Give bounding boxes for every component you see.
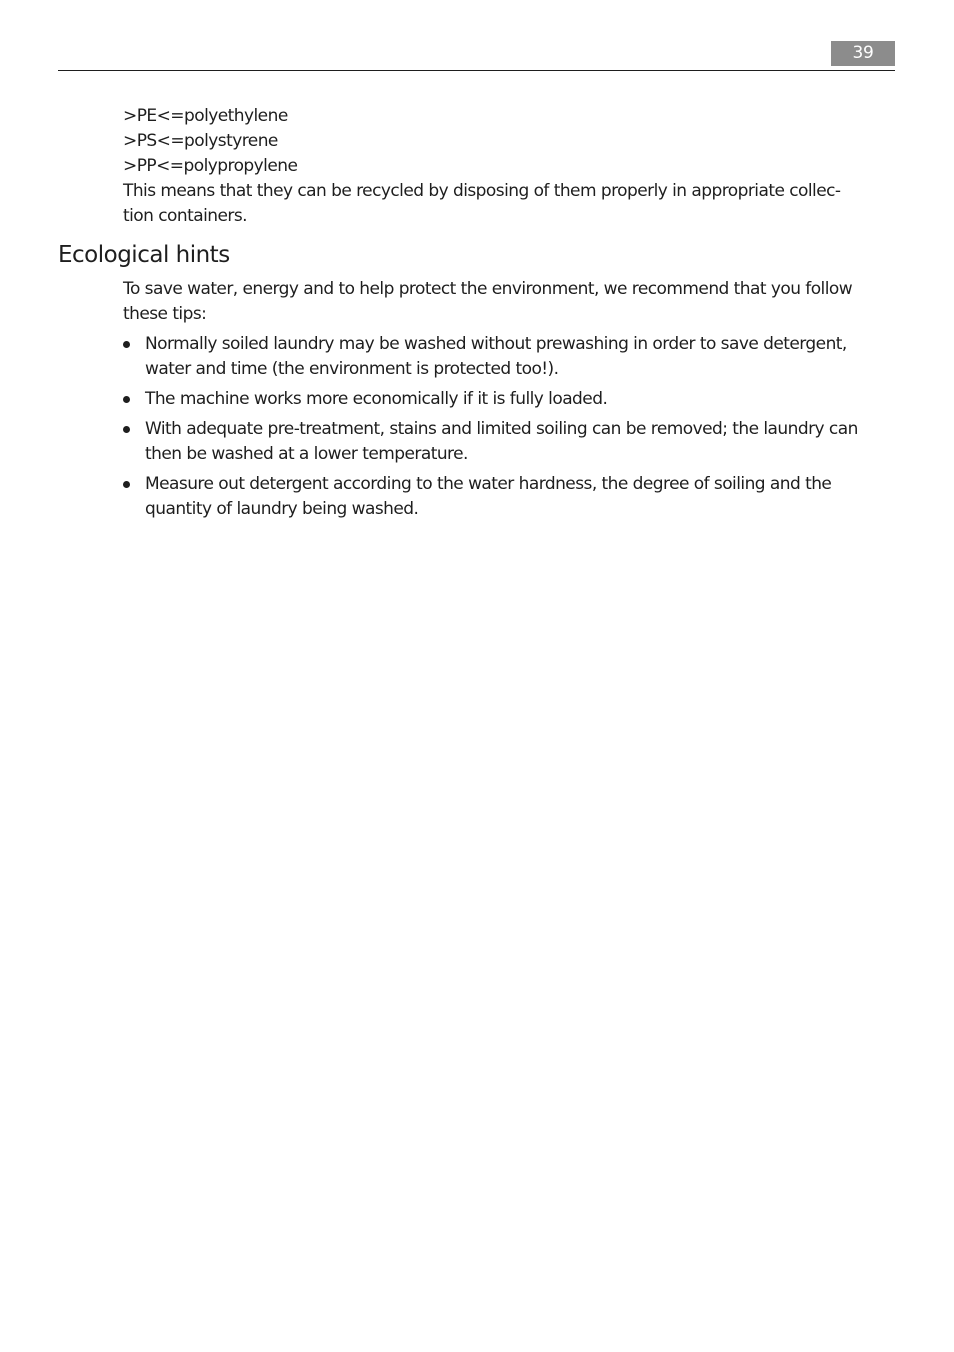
section-intro-line-2: these tips: xyxy=(123,304,207,324)
tip-1-line-2: water and time (the environment is protected too!). xyxy=(145,359,559,379)
tip-3-line-1: With adequate pre-treatment, stains and limited soiling can be removed; the laundry can xyxy=(145,419,858,439)
bullet-dot-icon xyxy=(123,472,130,488)
material-code-pp: >PP<=polypropylene xyxy=(123,156,298,176)
bullet-dot-icon xyxy=(123,417,130,433)
tip-1-line-1: Normally soiled laundry may be washed without prewashing in order to save detergent, xyxy=(145,334,847,354)
header-divider xyxy=(58,70,895,71)
tip-2-line-1: The machine works more economically if it is fully loaded. xyxy=(145,389,608,409)
recycling-note-line-2: tion containers. xyxy=(123,206,247,226)
bullet-dot-icon xyxy=(123,332,130,348)
tip-4-line-2: quantity of laundry being washed. xyxy=(145,499,419,519)
tip-4-line-1: Measure out detergent according to the water hardness, the degree of soiling and the xyxy=(145,474,832,494)
page-number: 39 xyxy=(831,41,895,66)
tip-3-line-2: then be washed at a lower temperature. xyxy=(145,444,468,464)
material-code-pe: >PE<=polyethylene xyxy=(123,106,288,126)
section-heading: Ecological hints xyxy=(58,242,230,268)
section-intro-line-1: To save water, energy and to help protect the environment, we recommend that you follow xyxy=(123,279,853,299)
material-code-ps: >PS<=polystyrene xyxy=(123,131,278,151)
recycling-note-line-1: This means that they can be recycled by disposing of them properly in appropriate collec- xyxy=(123,181,841,201)
bullet-dot-icon xyxy=(123,387,130,403)
